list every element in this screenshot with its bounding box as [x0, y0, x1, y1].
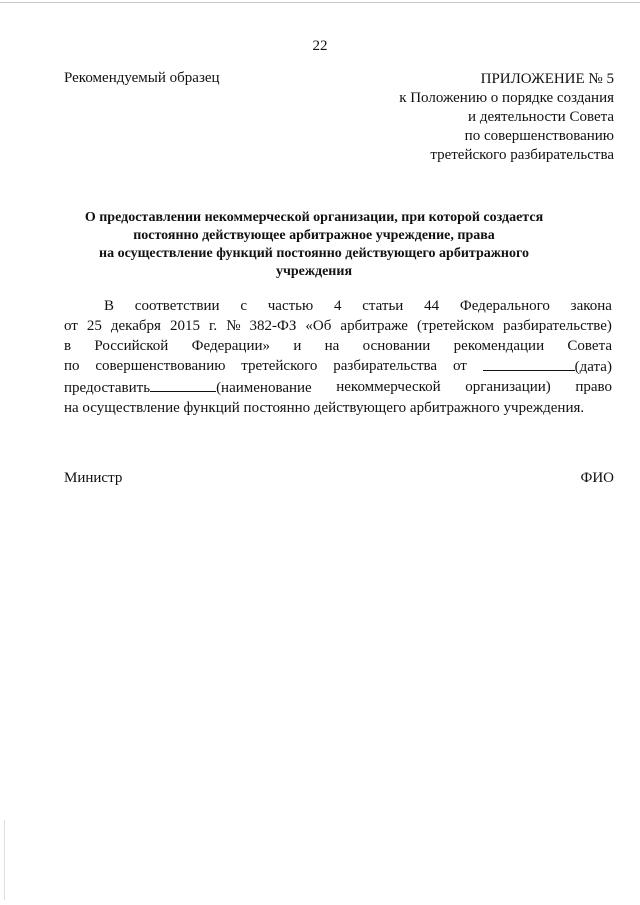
word: по: [64, 358, 80, 374]
signature-title: Министр: [64, 470, 123, 486]
date-field: [483, 356, 612, 377]
signature-name: ФИО: [580, 470, 614, 486]
appendix-line: к Положению о порядке создания: [399, 90, 614, 106]
scan-top-edge: [0, 2, 640, 3]
body-line-2: [64, 316, 612, 336]
word: Федерации»: [191, 338, 270, 354]
word: 44: [424, 298, 440, 314]
word: частью: [267, 298, 314, 314]
page-number: 22: [312, 38, 328, 54]
word: разбирательства: [333, 358, 438, 374]
organization-blank-line: [150, 377, 216, 392]
word: Российской: [94, 338, 169, 354]
body-line-6: [64, 398, 612, 418]
word: соответствии: [134, 298, 220, 314]
word: закона: [570, 298, 612, 314]
body-paragraph: [64, 296, 612, 418]
word: №: [226, 318, 241, 334]
word: рекомендации: [453, 338, 545, 354]
word: третейского: [241, 358, 318, 374]
date-blank-line: [483, 356, 575, 371]
word: от: [64, 318, 78, 334]
word: Совета: [567, 338, 612, 354]
word: В: [104, 298, 115, 314]
body-line-3: [64, 336, 612, 356]
word: с: [240, 298, 247, 314]
word: организации): [465, 379, 551, 395]
title-line: постоянно действующее арбитражное учреждение, права: [133, 228, 495, 243]
word: от: [452, 358, 467, 374]
word: 2015: [169, 318, 200, 334]
appendix-block: [399, 70, 614, 165]
appendix-line: ПРИЛОЖЕНИЕ № 5: [480, 71, 614, 87]
word: право: [575, 379, 612, 395]
word: 4: [333, 298, 342, 314]
word: арбитраже: [340, 318, 408, 334]
organization-field: [64, 377, 312, 398]
body-line-5: [64, 377, 612, 398]
body-final-line: на осуществление функций постоянно действующего арбитражного учреждения.: [64, 400, 585, 416]
word: (третейском: [416, 318, 494, 334]
word: некоммерческой: [336, 379, 441, 395]
body-line-4: [64, 356, 612, 377]
recommended-sample-label: Рекомендуемый образец: [64, 70, 220, 86]
word: разбирательстве): [503, 318, 612, 334]
word: основании: [362, 338, 431, 354]
document-title: [74, 209, 554, 281]
appendix-line: по совершенствованию: [464, 128, 614, 144]
title-line: на осуществление функций постоянно действующего арбитражного: [99, 246, 529, 261]
word: и: [293, 338, 302, 354]
word: (наименование: [216, 380, 312, 396]
word: Федерального: [459, 298, 550, 314]
word: совершенствованию: [95, 358, 226, 374]
word: предоставить: [64, 380, 151, 396]
word: «Об: [305, 318, 332, 334]
word: статьи: [362, 298, 404, 314]
appendix-line: третейского разбирательства: [430, 147, 614, 163]
word: в: [64, 338, 72, 354]
date-hint: (дата): [574, 359, 612, 375]
word: на: [324, 338, 340, 354]
word: г.: [208, 318, 218, 334]
title-line: О предоставлении некоммерческой организации, при которой создается: [84, 210, 544, 225]
word: 382-ФЗ: [249, 318, 297, 334]
word: декабря: [110, 318, 161, 334]
body-line-1: [64, 296, 612, 316]
appendix-line: и деятельности Совета: [468, 109, 614, 125]
scan-margin-mark: [4, 820, 5, 900]
word: 25: [86, 318, 102, 334]
title-line: учреждения: [275, 264, 353, 279]
